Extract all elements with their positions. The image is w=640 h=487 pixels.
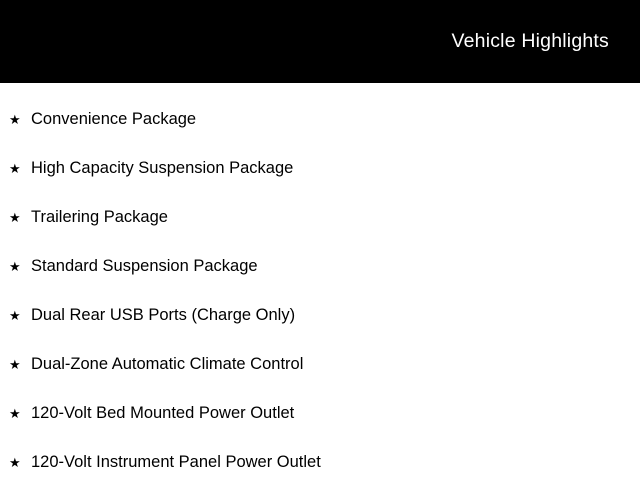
list-item	[0, 193, 640, 242]
list-item	[0, 389, 640, 438]
list-item-label: Convenience Package	[31, 110, 197, 129]
list-item	[0, 340, 640, 389]
list-item-label: High Capacity Suspension Package	[31, 159, 294, 178]
star-icon: ★	[9, 406, 21, 421]
list-item	[0, 242, 640, 291]
list-item-label: 120-Volt Bed Mounted Power Outlet	[31, 404, 295, 423]
list-item-label: Dual-Zone Automatic Climate Control	[31, 355, 304, 374]
list-item-label: Standard Suspension Package	[31, 257, 258, 276]
star-icon: ★	[9, 210, 21, 225]
star-icon: ★	[9, 161, 21, 176]
page-title: Vehicle Highlights	[451, 29, 609, 52]
list-item-label: 120-Volt Instrument Panel Power Outlet	[31, 453, 321, 472]
page-header	[0, 0, 640, 83]
vehicle-highlights-list	[0, 83, 640, 487]
star-icon: ★	[9, 259, 21, 274]
list-item	[0, 144, 640, 193]
star-icon: ★	[9, 308, 21, 323]
list-item	[0, 95, 640, 144]
star-icon: ★	[9, 455, 21, 470]
list-item	[0, 291, 640, 340]
list-item-label: Trailering Package	[31, 208, 168, 227]
list-item-label: Dual Rear USB Ports (Charge Only)	[31, 306, 296, 325]
star-icon: ★	[9, 112, 21, 127]
star-icon: ★	[9, 357, 21, 372]
